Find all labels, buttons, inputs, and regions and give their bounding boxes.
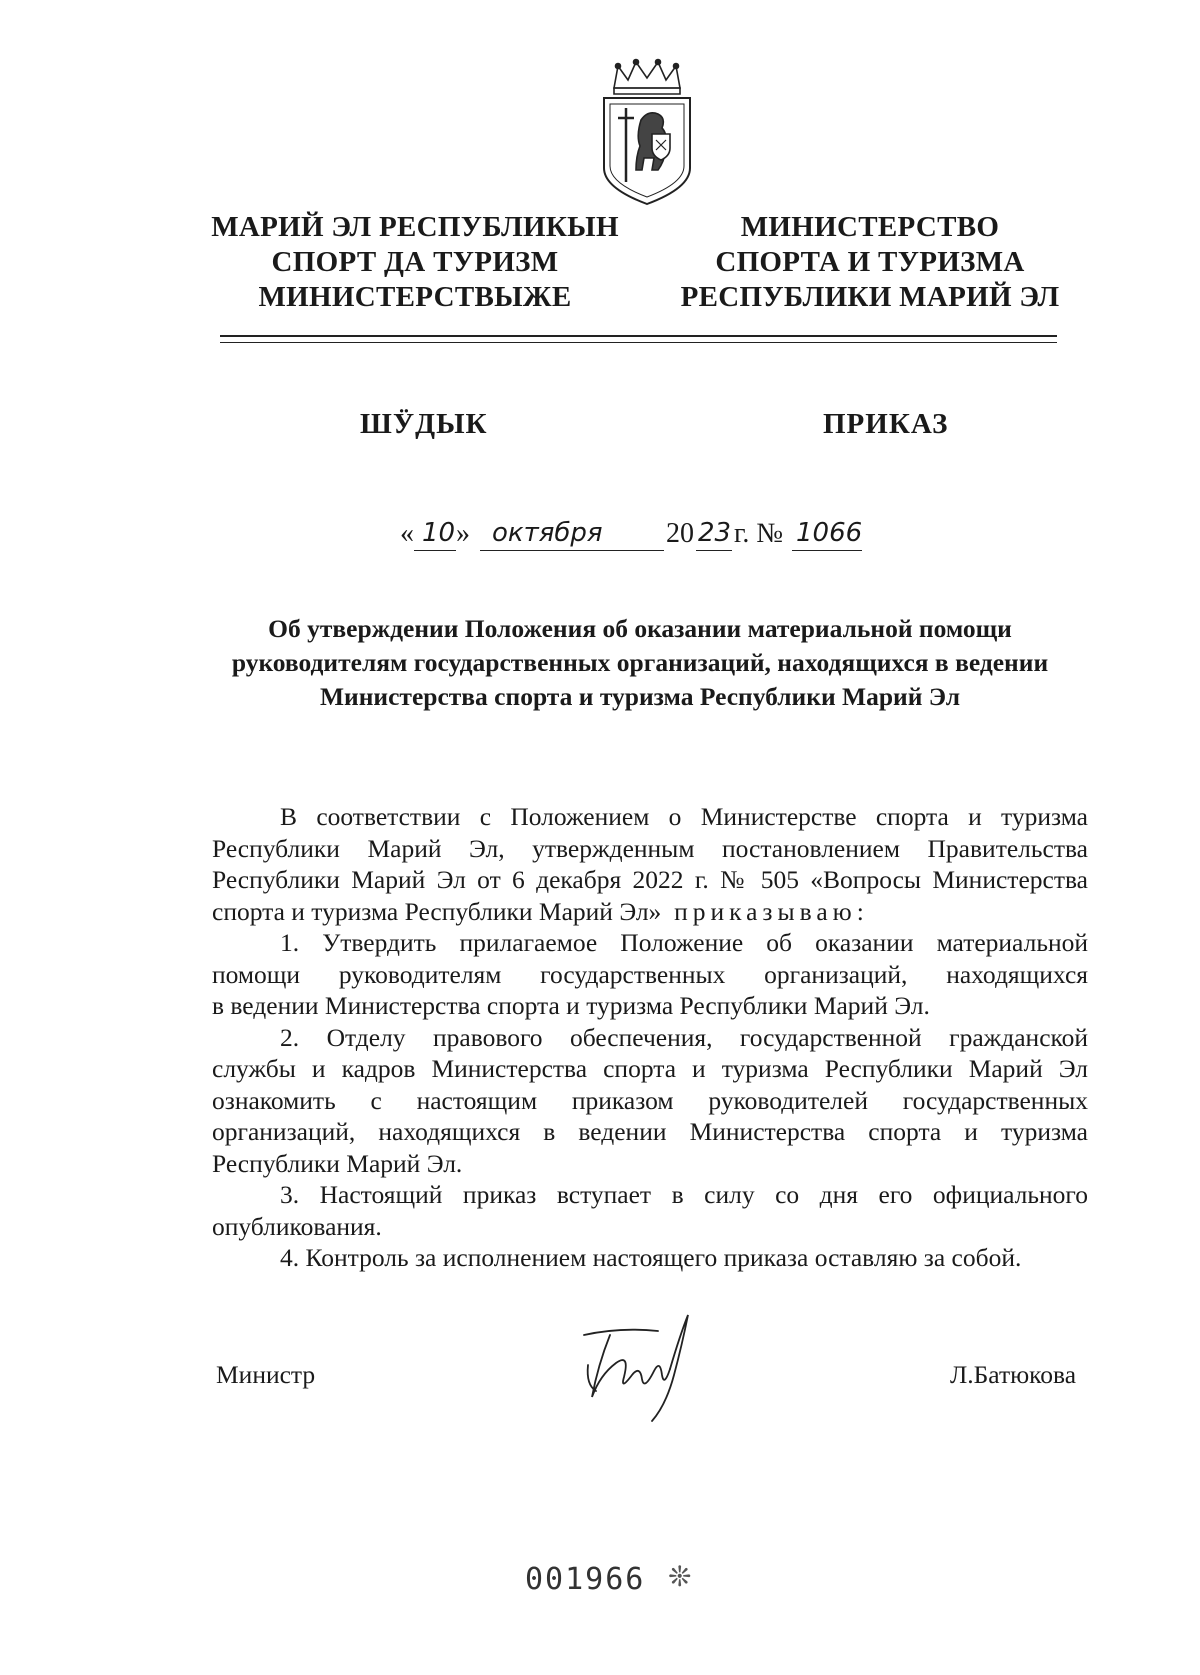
- date-line: [400, 518, 920, 558]
- preamble-line-4: [212, 896, 1088, 928]
- item3-line-2: опубликования.: [212, 1211, 382, 1241]
- header-russian: [650, 210, 1090, 315]
- coat-of-arms-emblem: [596, 58, 698, 206]
- item1-line-2: помощи руководителям государственных организаций, находящихся: [212, 959, 1088, 989]
- item2-line-5: Республики Марий Эл.: [212, 1148, 463, 1178]
- year-underline: [696, 550, 732, 551]
- header-russian-line-3: РЕСПУБЛИКИ МАРИЙ ЭЛ: [680, 281, 1060, 313]
- number-underline: [792, 550, 862, 551]
- preamble-line-2: Республики Марий Эл, утвержденным постановлением Правительства: [212, 833, 1088, 863]
- date-year-prefix: 20: [666, 518, 694, 549]
- item2-line-1: 2. Отделу правового обеспечения, государственной гражданской: [280, 1022, 1088, 1052]
- signatory-name: Л.Батюкова: [950, 1360, 1077, 1389]
- item1-line-3: в ведении Министерства спорта и туризма Республики Марий Эл.: [212, 991, 930, 1020]
- date-year-suffix: 23: [698, 518, 732, 548]
- item2-line-2: службы и кадров Министерства спорта и туризма Республики Марий Эл: [212, 1054, 1088, 1083]
- document-title: [180, 612, 1100, 714]
- preamble-line-4-text: спорта и туризма Республики Марий Эл»: [212, 896, 662, 926]
- title-line-3: Министерства спорта и туризма Республики Марий Эл: [319, 682, 961, 711]
- header-divider-thin: [220, 342, 1057, 343]
- item1-line-1: 1. Утвердить прилагаемое Положение об оказании материальной: [280, 928, 1088, 957]
- signatory-position: Министр: [216, 1360, 316, 1389]
- document-body: [212, 801, 1088, 1274]
- serial-asterisk-icon: ❊: [668, 1562, 692, 1593]
- preamble-line-1: В соответствии с Положением о Министерстве спорта и туризма: [280, 802, 1088, 831]
- date-year-unit: г. №: [734, 518, 784, 549]
- title-line-2: руководителям государственных организаций, находящихся в ведении: [231, 648, 1049, 677]
- item3-line-1: 3. Настоящий приказ вступает в силу со дня его официального: [280, 1180, 1088, 1209]
- month-underline: [480, 550, 664, 551]
- item2-line-4: организаций, находящихся в ведении Министерства спорта и туризма: [212, 1117, 1088, 1146]
- header-russian-line-1: МИНИСТЕРСТВО: [740, 211, 1000, 243]
- item2-line-3: ознакомить с настоящим приказом руководителей государственных: [212, 1085, 1088, 1115]
- item4-line-1: 4. Контроль за исполнением настоящего приказа оставляю за собой.: [280, 1243, 1022, 1272]
- order-word-russian: ПРИКАЗ: [823, 408, 949, 440]
- header-mari-line-1: МАРИЙ ЭЛ РЕСПУБЛИКЫН: [211, 211, 619, 243]
- header-mari-line-3: МИНИСТЕРСТВЫЖЕ: [258, 281, 572, 313]
- serial-number: 001966: [525, 1562, 646, 1597]
- title-line-1: Об утверждении Положения об оказании материальной помощи: [268, 614, 1012, 643]
- day-underline: [414, 550, 456, 551]
- date-close-quote: »: [456, 518, 470, 549]
- preamble-line-3: Республики Марий Эл от 6 декабря 2022 г. № 505 «Вопросы Министерства: [212, 865, 1088, 894]
- header-russian-line-2: СПОРТА И ТУРИЗМА: [715, 246, 1025, 278]
- date-month: октября: [492, 518, 603, 548]
- date-day: 10: [422, 518, 456, 548]
- order-number: 1066: [796, 518, 863, 548]
- header-mari-line-2: СПОРТ ДА ТУРИЗМ: [271, 246, 559, 278]
- command-word: приказываю:: [674, 896, 869, 926]
- date-open-quote: «: [400, 518, 414, 549]
- header-divider-thick: [220, 335, 1057, 337]
- order-word-mari: ШӰДЫК: [360, 408, 488, 440]
- header-mari: [205, 210, 625, 315]
- handwritten-signature: [570, 1305, 710, 1425]
